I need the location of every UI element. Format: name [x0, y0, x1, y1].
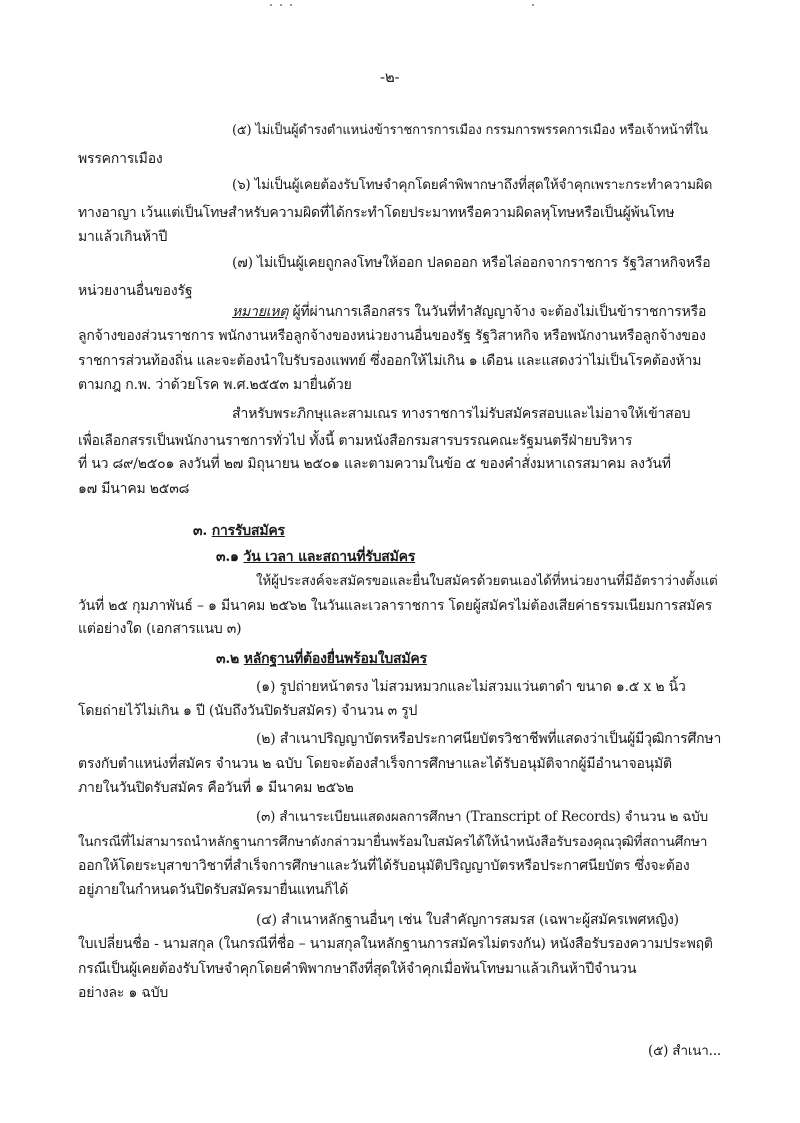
section-3-1-line-3: แต่อย่างใด (เอกสารแนบ ๓)	[78, 621, 242, 637]
note-label: หมายเหตุ	[232, 304, 289, 320]
section-3-1-line-1: ให้ผู้ประสงค์จะสมัครขอและยื่นใบสมัครด้วยตนเองได้ที่หน่วยงานที่มีอัตราว่างตั้งแต่	[256, 573, 718, 589]
monks-line-1: สำหรับพระภิกษุและสามเณร ทางราชการไม่รับสมัครสอบและไม่อาจให้เข้าสอบ	[232, 406, 691, 422]
document-item-1-line-1: (๑) รูปถ่ายหน้าตรง ไม่สวมหมวกและไม่สวมแว่นตาดำ ขนาด ๑.๕ x ๒ นิ้ว	[256, 679, 686, 695]
section-3-1-number: ๓.๑	[216, 549, 239, 565]
document-item-2-line-1: (๒) สำเนาปริญญาบัตรหรือประกาศนียบัตรวิชาชีพที่แสดงว่าเป็นผู้มีวุฒิการศึกษา	[256, 731, 722, 747]
qualification-6-line-3: มาแล้วเกินห้าปี	[78, 229, 168, 245]
document-item-4-line-3: กรณีเป็นผู้เคยต้องรับโทษจำคุกโดยคำพิพากษาถึงที่สุดให้จำคุกเมื่อพ้นโทษมาแล้วเกินห้าปีจำนวน	[78, 961, 637, 977]
section-3-1-title: วัน เวลา และสถานที่รับสมัคร	[243, 549, 416, 565]
page-number: -๒-	[380, 68, 400, 86]
scan-artifact-dots	[270, 0, 550, 14]
document-item-2-line-3: ภายในวันปิดรับสมัคร คือวันที่ ๑ มีนาคม ๒๕๖๒	[78, 780, 354, 796]
section-3-2-title: หลักฐานที่ต้องยื่นพร้อมใบสมัคร	[243, 651, 427, 667]
monks-line-3: ที่ นว ๘๙/๒๕๐๑ ลงวันที่ ๒๗ มิถุนายน ๒๕๐๑ และตามความในข้อ ๕ ของคำสั่งมหาเถรสมาคม ลงวันที่	[78, 456, 671, 472]
section-3-title: การรับสมัคร	[211, 523, 285, 539]
document-item-3-line-1: (๓) สำเนาระเบียนแสดงผลการศึกษา (Transcript of Records) จำนวน ๒ ฉบับ	[256, 809, 708, 825]
qualification-5-line-2: พรรคการเมือง	[78, 151, 163, 167]
document-item-2-line-2: ตรงกับตำแหน่งที่สมัคร จำนวน ๒ ฉบับ โดยจะต้องสำเร็จการศึกษาและได้รับอนุมัติจากผู้มีอำนาจอนุมัติ	[78, 756, 672, 772]
section-3-1-line-2: วันที่ ๒๕ กุมภาพันธ์ – ๑ มีนาคม ๒๕๖๒ ในวันและเวลาราชการ โดยผู้สมัครไม่ต้องเสียค่าธรรมเนียมการสมัคร	[78, 598, 713, 614]
note-line-3: ราชการส่วนท้องถิ่น และจะต้องนำใบรับรองแพทย์ ซึ่งออกให้ไม่เกิน ๑ เดือน และแสดงว่าไม่เป็นโรคต้องห้าม	[78, 353, 702, 369]
note-line-4: ตามกฎ ก.พ. ว่าด้วยโรค พ.ศ.๒๕๕๓ มายื่นด้วย	[78, 377, 352, 393]
qualification-6-line-2: ทางอาญา เว้นแต่เป็นโทษสำหรับความผิดที่ได้กระทำโดยประมาทหรือความผิดลหุโทษหรือเป็นผู้พ้นโทษ	[78, 205, 675, 221]
document-item-3-line-3: ออกให้โดยระบุสาขาวิชาที่สำเร็จการศึกษาและวันที่ได้รับอนุมัติปริญญาบัตรหรือประกาศนียบัตร ซึ่งจะต้อง	[78, 858, 690, 874]
document-item-1-line-2: โดยถ่ายไว้ไม่เกิน ๑ ปี (นับถึงวันปิดรับสมัคร) จำนวน ๓ รูป	[78, 703, 418, 719]
section-3-heading	[193, 522, 285, 540]
document-item-4-line-4: อย่างละ ๑ ฉบับ	[78, 985, 169, 1001]
section-3-number: ๓.	[193, 523, 208, 539]
section-3-1-heading	[216, 548, 415, 566]
continuation-marker: (๕) สำเนา...	[648, 1043, 721, 1059]
note-line-1-text: ผู้ที่ผ่านการเลือกสรร ในวันที่ทำสัญญาจ้าง จะต้องไม่เป็นข้าราชการหรือ	[288, 304, 707, 320]
monks-line-4: ๑๗ มีนาคม ๒๕๓๘	[78, 481, 190, 497]
document-item-4-line-1: (๔) สำเนาหลักฐานอื่นๆ เช่น ใบสำคัญการสมรส (เฉพาะผู้สมัครเพศหญิง)	[256, 912, 679, 928]
note-line-1	[232, 303, 706, 321]
qualification-5-line-1: (๕) ไม่เป็นผู้ดำรงตำแหน่งข้าราชการการเมือง กรรมการพรรคการเมือง หรือเจ้าหน้าที่ใน	[232, 123, 708, 138]
qualification-7-line-1: (๗) ไม่เป็นผู้เคยถูกลงโทษให้ออก ปลดออก หรือไล่ออกจากราชการ รัฐวิสาหกิจหรือ	[232, 255, 711, 271]
document-item-3-line-2: ในกรณีที่ไม่สามารถนำหลักฐานการศึกษาดังกล่าวมายื่นพร้อมใบสมัครได้ให้นำหนังสือรับรองคุณวุฒิที่สถานศึกษา	[78, 834, 708, 850]
section-3-2-heading	[216, 650, 427, 668]
section-3-2-number: ๓.๒	[216, 651, 240, 667]
monks-line-2: เพื่อเลือกสรรเป็นพนักงานราชการทั่วไป ทั้งนี้ ตามหนังสือกรมสารบรรณคณะรัฐมนตรีฝ่ายบริหาร	[78, 433, 633, 449]
qualification-6-line-1: (๖) ไม่เป็นผู้เคยต้องรับโทษจำคุกโดยคำพิพากษาถึงที่สุดให้จำคุกเพราะกระทำความผิด	[232, 177, 713, 193]
qualification-7-line-2: หน่วยงานอื่นของรัฐ	[78, 283, 193, 299]
document-item-4-line-2: ใบเปลี่ยนชื่อ - นามสกุล (ในกรณีที่ชื่อ – นามสกุลในหลักฐานการสมัครไม่ตรงกัน) หนังสือรับรองความประพฤติ	[78, 936, 713, 952]
note-line-2: ลูกจ้างของส่วนราชการ พนักงานหรือลูกจ้างของหน่วยงานอื่นของรัฐ รัฐวิสาหกิจ หรือพนักงานหรือลูกจ้างของ	[78, 328, 706, 344]
document-item-3-line-4: อยู่ภายในกำหนดวันปิดรับสมัครมายื่นแทนก็ได้	[78, 882, 349, 898]
